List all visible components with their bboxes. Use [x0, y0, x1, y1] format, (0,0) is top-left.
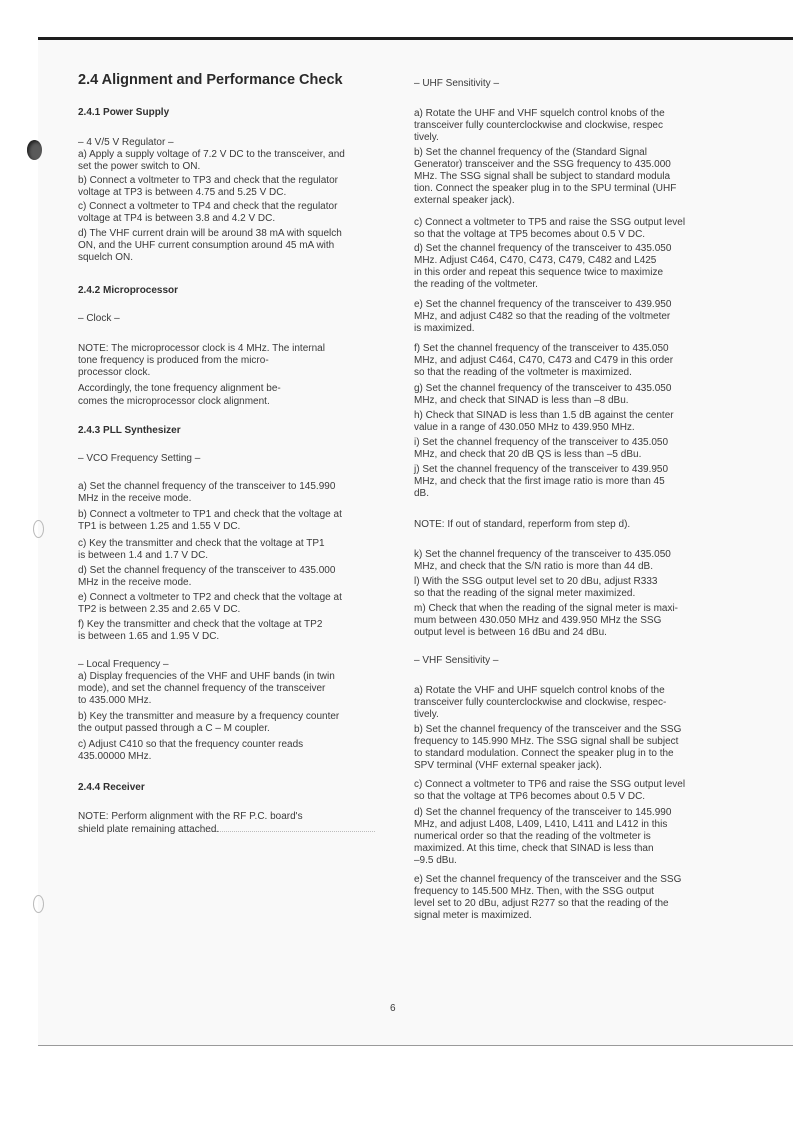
text-line: so that the voltage at TP6 becomes about 0.5 V DC.: [414, 791, 646, 802]
text-line: numerical order so that the reading of the voltmeter is: [414, 831, 651, 842]
text-line: tively.: [414, 132, 439, 143]
text-line: –9.5 dBu.: [414, 855, 457, 866]
text-line: NOTE: The microprocessor clock is 4 MHz. The internal: [78, 343, 325, 354]
text-line: shield plate remaining attached.: [78, 824, 220, 835]
text-line: is between 1.4 and 1.7 V DC.: [78, 550, 209, 561]
text-line: d) Set the channel frequency of the transceiver to 435.000: [78, 565, 336, 576]
text-line: Generator) transceiver and the SSG frequency to 435.000: [414, 159, 671, 170]
subsection-heading: 2.4.2 Microprocessor: [78, 285, 179, 296]
text-line: e) Set the channel frequency of the transceiver to 439.950: [414, 299, 672, 310]
text-line: MHz, and check that the first image ratio is more than 45: [414, 476, 665, 487]
text-line: a) Set the channel frequency of the transceiver to 145.990: [78, 481, 336, 492]
subsection-heading: 2.4.1 Power Supply: [78, 107, 170, 118]
text-line: maximized. At this time, check that SINAD is less than: [414, 843, 654, 854]
text-line: value in a range of 430.050 MHz to 439.950 MHz.: [414, 422, 635, 433]
text-line: processor clock.: [78, 367, 151, 378]
text-line: to standard modulation. Connect the speaker plug in to the: [414, 748, 674, 759]
text-line: MHz, and check that the S/N ratio is more than 44 dB.: [414, 561, 654, 572]
text-line: MHz in the receive mode.: [78, 577, 192, 588]
text-line: d) Set the channel frequency of the transceiver to 435.050: [414, 243, 672, 254]
text-line: b) Set the channel frequency of the transceiver and the SSG: [414, 724, 682, 735]
text-line: h) Check that SINAD is less than 1.5 dB against the center: [414, 410, 674, 421]
text-line: is maximized.: [414, 323, 475, 334]
text-line: MHz in the receive mode.: [78, 493, 192, 504]
text-line: a) Display frequencies of the VHF and UHF bands (in twin: [78, 671, 335, 682]
subsection-heading: 2.4.3 PLL Synthesizer: [78, 425, 181, 436]
text-line: a) Rotate the VHF and UHF squelch control knobs of the: [414, 685, 665, 696]
text-line: NOTE: If out of standard, reperform from step d).: [414, 519, 631, 530]
text-line: – VCO Frequency Setting –: [78, 453, 201, 464]
text-line: transceiver fully counterclockwise and clockwise, respec: [414, 120, 663, 131]
text-line: signal meter is maximized.: [414, 910, 532, 921]
text-line: frequency to 145.500 MHz. Then, with the SSG output: [414, 886, 654, 897]
text-line: the reading of the voltmeter.: [414, 279, 538, 290]
text-line: output level is between 16 dBu and 24 dBu.: [414, 627, 607, 638]
text-line: – UHF Sensitivity –: [414, 78, 500, 89]
text-line: tion. Connect the speaker plug in to the SPU terminal (UHF: [414, 183, 677, 194]
text-line: c) Connect a voltmeter to TP5 and raise the SSG output level: [414, 217, 686, 228]
text-line: to 435.000 MHz.: [78, 695, 152, 706]
text-line: b) Connect a voltmeter to TP3 and check that the regulator: [78, 175, 338, 186]
text-line: is between 1.65 and 1.95 V DC.: [78, 631, 220, 642]
punch-hole: [27, 140, 42, 160]
text-line: TP2 is between 2.35 and 2.65 V DC.: [78, 604, 241, 615]
text-line: – VHF Sensitivity –: [414, 655, 499, 666]
text-line: j) Set the channel frequency of the transceiver to 439.950: [414, 464, 669, 475]
text-line: ON, and the UHF current consumption around 45 mA with: [78, 240, 335, 251]
text-line: c) Connect a voltmeter to TP6 and raise the SSG output level: [414, 779, 686, 790]
text-line: c) Connect a voltmeter to TP4 and check that the regulator: [78, 201, 338, 212]
text-line: level set to 20 dBu, adjust R277 so that the reading of the: [414, 898, 669, 909]
text-line: tively.: [414, 709, 439, 720]
scan-top-edge: [38, 37, 793, 40]
text-line: d) The VHF current drain will be around 38 mA with squelch: [78, 228, 342, 239]
text-line: i) Set the channel frequency of the transceiver to 435.050: [414, 437, 669, 448]
text-line: a) Apply a supply voltage of 7.2 V DC to the transceiver, and: [78, 149, 345, 160]
scan-bottom-edge: [38, 1045, 793, 1046]
text-line: b) Set the channel frequency of the (Standard Signal: [414, 147, 647, 158]
text-line: c) Key the transmitter and check that the voltage at TP1: [78, 538, 325, 549]
text-line: SPV terminal (VHF external speaker jack).: [414, 760, 602, 771]
text-line: d) Set the channel frequency of the transceiver to 145.990: [414, 807, 672, 818]
text-line: 435.00000 MHz.: [78, 751, 152, 762]
text-line: NOTE: Perform alignment with the RF P.C. board's: [78, 811, 303, 822]
text-line: – 4 V/5 V Regulator –: [78, 137, 174, 148]
text-line: MHz. The SSG signal shall be subject to standard modula: [414, 171, 671, 182]
text-line: set the power switch to ON.: [78, 161, 201, 172]
subsection-heading: 2.4.4 Receiver: [78, 782, 145, 793]
text-line: MHz, and check that 20 dB QS is less than –5 dBu.: [414, 449, 642, 460]
text-line: mum between 430.050 MHz and 439.950 MHz the SSG: [414, 615, 662, 626]
text-line: so that the voltage at TP5 becomes about 0.5 V DC.: [414, 229, 646, 240]
text-line: m) Check that when the reading of the signal meter is maxi-: [414, 603, 679, 614]
text-line: transceiver fully counterclockwise and clockwise, respec-: [414, 697, 667, 708]
text-line: k) Set the channel frequency of the transceiver to 435.050: [414, 549, 671, 560]
text-line: b) Connect a voltmeter to TP1 and check that the voltage at: [78, 509, 342, 520]
text-line: comes the microprocessor clock alignment.: [78, 396, 270, 407]
text-line: – Local Frequency –: [78, 659, 169, 670]
text-line: the output passed through a C – M coupler.: [78, 723, 270, 734]
text-line: tone frequency is produced from the micro-: [78, 355, 269, 366]
text-line: MHz, and adjust C464, C470, C473 and C479 in this order: [414, 355, 674, 366]
text-line: – Clock –: [78, 313, 120, 324]
text-line: MHz, and check that SINAD is less than –8 dBu.: [414, 395, 629, 406]
text-line: in this order and repeat this sequence twice to maximize: [414, 267, 664, 278]
text-line: voltage at TP4 is between 3.8 and 4.2 V DC.: [78, 213, 276, 224]
text-line: b) Key the transmitter and measure by a frequency counter: [78, 711, 340, 722]
text-line: e) Set the channel frequency of the transceiver and the SSG: [414, 874, 682, 885]
text-line: frequency to 145.990 MHz. The SSG signal shall be subject: [414, 736, 679, 747]
text-line: g) Set the channel frequency of the transceiver to 435.050: [414, 383, 672, 394]
text-line: external speaker jack).: [414, 195, 515, 206]
text-line: MHz. Adjust C464, C470, C473, C479, C482 and L425: [414, 255, 657, 266]
text-line: dB.: [414, 488, 430, 499]
section-title: 2.4 Alignment and Performance Check: [78, 72, 343, 88]
text-line: l) With the SSG output level set to 20 dBu, adjust R333: [414, 576, 658, 587]
text-line: Accordingly, the tone frequency alignment be-: [78, 383, 281, 394]
text-line: e) Connect a voltmeter to TP2 and check that the voltage at: [78, 592, 342, 603]
text-line: squelch ON.: [78, 252, 134, 263]
text-line: f) Set the channel frequency of the transceiver to 435.050: [414, 343, 669, 354]
text-line: so that the reading of the voltmeter is maximized.: [414, 367, 632, 378]
text-line: c) Adjust C410 so that the frequency counter reads: [78, 739, 304, 750]
punch-hole: [33, 895, 44, 913]
punch-hole: [33, 520, 44, 538]
text-line: TP1 is between 1.25 and 1.55 V DC.: [78, 521, 241, 532]
page-number: 6: [390, 1003, 396, 1014]
text-line: a) Rotate the UHF and VHF squelch control knobs of the: [414, 108, 665, 119]
text-line: mode), and set the channel frequency of the transceiver: [78, 683, 326, 694]
text-line: MHz, and adjust L408, L409, L410, L411 and L412 in this: [414, 819, 668, 830]
text-line: so that the reading of the signal meter maximized.: [414, 588, 636, 599]
text-line: f) Key the transmitter and check that the voltage at TP2: [78, 619, 323, 630]
text-line: voltage at TP3 is between 4.75 and 5.25 V DC.: [78, 187, 287, 198]
text-line: MHz, and adjust C482 so that the reading of the voltmeter: [414, 311, 671, 322]
